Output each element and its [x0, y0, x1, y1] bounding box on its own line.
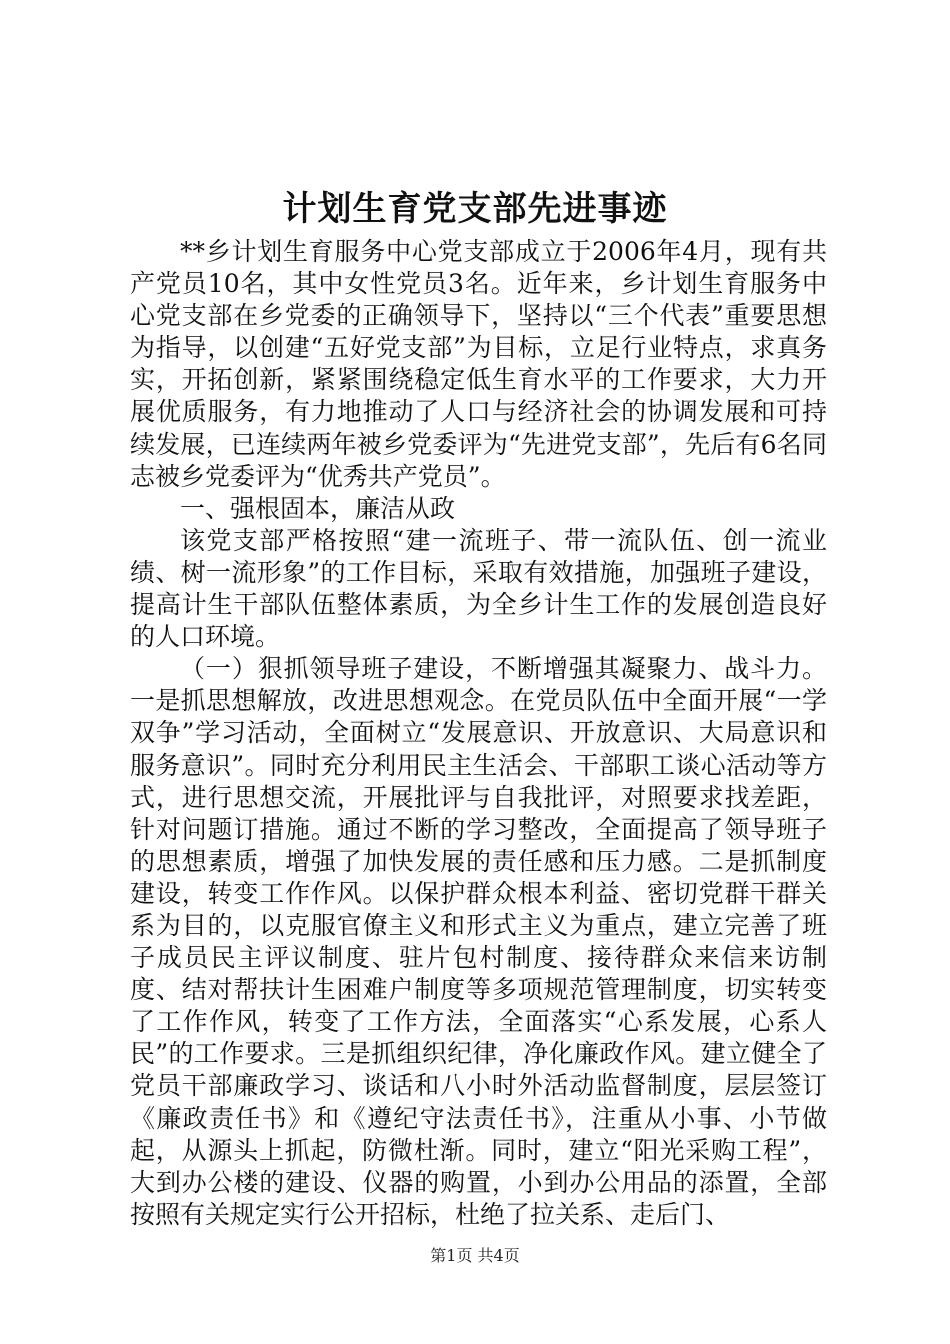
- section-heading: 一、强根固本，廉洁从政: [180, 493, 456, 523]
- document-body: [130, 236, 827, 1231]
- paragraph-section-intro: 该党支部严格按照“建一流班子、带一流队伍、创一流业绩、树一流形象”的工作目标，采取有效措施，加强班子建设，提高计生干部队伍整体素质，为全乡计生工作的发展创造良好的人口环境。: [130, 525, 827, 652]
- page-number: 第1页 共4页: [430, 1246, 520, 1265]
- paragraph-subsection-1: （一）狠抓领导班子建设，不断增强其凝聚力、战斗力。一是抓思想解放，改进思想观念。在党员队伍中全面开展“一学双争”学习活动，全面树立“发展意识、开放意识、大局意识和服务意识”。同时充分利用民主生活会、干部职工谈心活动等方式，进行思想交流，开展批评与自我批评，对照要求找差距，针对问题订措施。通过不断的学习整改，全面提高了领导班子的思想素质，增强了加快发展的责任感和压力感。二是抓制度建设，转变工作作风。以保护群众根本利益、密切党群干群关系为目的，以克服官僚主义和形式主义为重点，建立完善了班子成员民主评议制度、驻片包村制度、接待群众来信来访制度、结对帮扶计生困难户制度等多项规范管理制度，切实转变了工作作风，转变了工作方法，全面落实“心系发展，心系人民”的工作要求。三是抓组织纪律，净化廉政作风。建立健全了党员干部廉政学习、谈话和八小时外活动监督制度，层层签订《廉政责任书》和《遵纪守法责任书》，注重从小事、小节做起，从源头上抓起，防微杜渐。同时，建立“阳光采购工程”，大到办公楼的建设、仪器的购置，小到办公用品的添置，全部按照有关规定实行公开招标，杜绝了拉关系、走后门、: [130, 654, 827, 1229]
- document-title: 计划生育党支部先进事迹: [282, 189, 668, 229]
- paragraph-intro: **乡计划生育服务中心党支部成立于2006年4月，现有共产党员10名，其中女性党员3名。近年来，乡计划生育服务中心党支部在乡党委的正确领导下，坚持以“三个代表”重要思想为指导，以创建“五好党支部”为目标，立足行业特点，求真务实，开拓创新，紧紧围绕稳定低生育水平的工作要求，大力开展优质服务，有力地推动了人口与经济社会的协调发展和可持续发展，已连续两年被乡党委评为“先进党支部”，先后有6名同志被乡党委评为“优秀共产党员”。: [130, 237, 827, 491]
